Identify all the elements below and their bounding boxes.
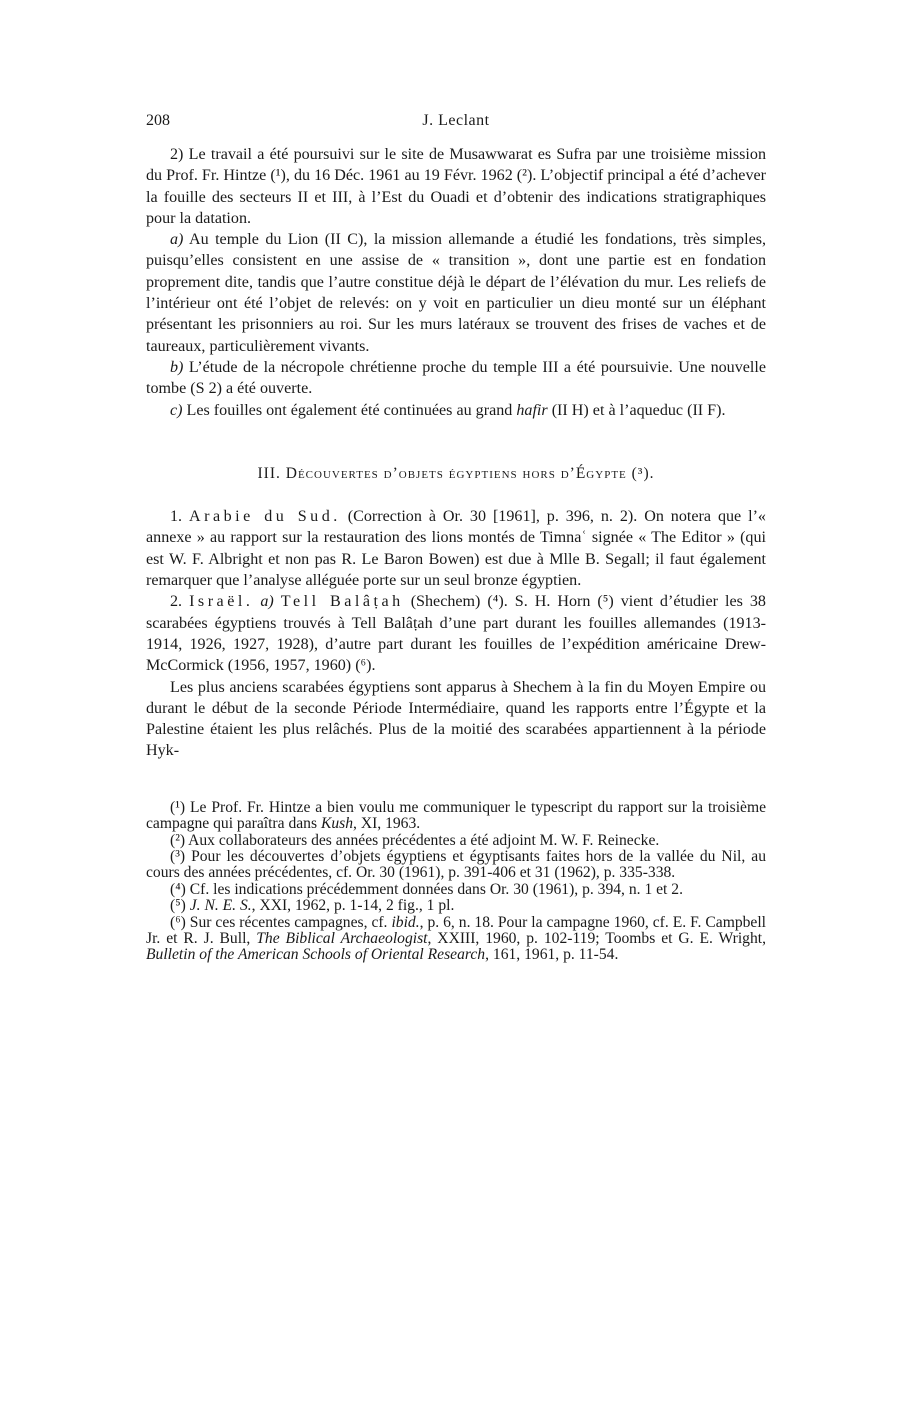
main-text [146,144,766,762]
paragraph-musawwarat: 2) Le travail a été poursuivi sur le site de Musawwarat es Sufra par une troisième mission du Prof. Fr. Hintze (¹), du 16 Déc. 1961 au 19 Févr. 1962 (²). L’objectif principal a été d’achever la fouille des secteurs II et III, à l’Est du Ouadi et d’obtenir des indications stratigraphiques pour la datation. [146,146,766,227]
paragraph-israel [146,591,766,676]
item-number: 1. [170,508,183,526]
footnote-2: (²) Aux collaborateurs des années précédentes a été adjoint M. W. F. Reinecke. [170,831,660,849]
item-title: Israël. [189,593,254,611]
paragraph-arabie [146,506,766,591]
item-title: Arabie du Sud. [189,508,341,526]
italic-term: J. N. E. S. [189,897,252,915]
paragraph-hafir [146,400,766,421]
footnotes [146,800,766,964]
footnote-5: (⁵) J. N. E. S., XXI, 1962, p. 1-14, 2 fig., 1 pl. [170,897,455,915]
list-label: b) [170,358,184,376]
paragraph-text: Les fouilles ont également été continuées au grand [186,401,513,419]
list-label: a) [170,231,184,249]
italic-term: The Biblical Archaeologist [256,929,428,947]
footnote-6: (⁶) Sur ces récentes campagnes, cf. ibid., p. 6, n. 18. Pour la campagne 1960, cf. E. F. Campbell Jr. et R. J. Bull, The Biblical Archaeologist, XXIII, 1960, p. 102-119; Toombs et G. E. Wright, Bulletin of the American Schools of Oriental Research, 161, 1961, p. 11-54. [146,913,766,964]
page [146,112,766,964]
page-header [146,112,766,136]
item-number: 2. [170,593,183,611]
italic-term: hafir [516,401,548,419]
footnote-3: (³) Pour les découvertes d’objets égyptiens et égyptisants faites hors de la vallée du Nil, au cours des années précédentes, cf. Or. 30 (1961), p. 391-406 et 31 (1962), p. 335-338. [146,847,766,882]
paragraph-necropole [146,357,766,400]
italic-term: ibid. [391,913,420,931]
paragraph-scarabees: Les plus anciens scarabées égyptiens sont apparus à Shechem à la fin du Moyen Empire ou durant le début de la seconde Période Intermédiaire, quand les rapports entre l’Égypte et la Palestine étaient les plus relâchés. Plus de la moitié des scarabées appartiennent à la période Hyk- [146,678,766,760]
list-label: c) [170,401,183,419]
italic-term: Kush [320,815,354,833]
section-heading: III. Découvertes d’objets égyptiens hors d’Égypte (³). [257,464,655,482]
footnote-4: (⁴) Cf. les indications précédemment données dans Or. 30 (1961), p. 394, n. 1 et 2. [170,880,683,898]
paragraph-text: (II H) et à l’aqueduc (II F). [551,401,726,419]
italic-term: Bulletin of the American Schools of Oriental Research [146,946,486,964]
paragraph-temple-lion [146,229,766,357]
footnote-1: (¹) Le Prof. Fr. Hintze a bien voulu me communiquer le typescript du rapport sur la troisième campagne qui paraîtra dans Kush, XI, 1963. [146,798,766,833]
page-number: 208 [146,112,170,129]
list-label: a) [260,593,274,611]
paragraph-text: (Correction à Or. 30 [1961], p. 396, n. 2). On notera que l’« annexe » au rapport sur la restauration des lions montés de Timnaʿ signée « The Editor » (qui est W. F. Albright et non pas R. Le Baron Bowen) est due à Mlle B. Segall; il faut également remarquer que l’analyse alléguée porte sur un seul bronze égyptien. [146,508,766,590]
paragraph-text: L’étude de la nécropole chrétienne proche du temple III a été poursuivie. Une nouvelle tombe (S 2) a été ouverte. [146,358,766,398]
site-name: Tell Balâṭah [280,593,404,611]
running-title: J. Leclant [422,112,490,129]
paragraph-text: Au temple du Lion (II C), la mission allemande a étudié les fondations, très simples, puisqu’elles consistent en une assise de « transition », dont une partie est en fondation proprement dite, tandis que l’autre constitue déjà le départ de l’élévation du mur. Les reliefs de l’intérieur ont été l’objet de relevés: on y voit en particulier un dieu monté sur un éléphant présentant les prisonniers au roi. Sur les murs latéraux se trouvent des frises de vaches et de taureaux, particulièrement vivants. [146,231,766,355]
paragraph-text: (Shechem) (⁴). S. H. Horn (⁵) vient d’étudier les 38 scarabées égyptiens trouvés à Tell Balâṭah d’une part durant les fouilles allemandes (1913-1914, 1926, 1927, 1928), d’autre part durant les fouilles de l’expédition américaine Drew-McCormick (1956, 1957, 1960) (⁶). [146,593,766,675]
